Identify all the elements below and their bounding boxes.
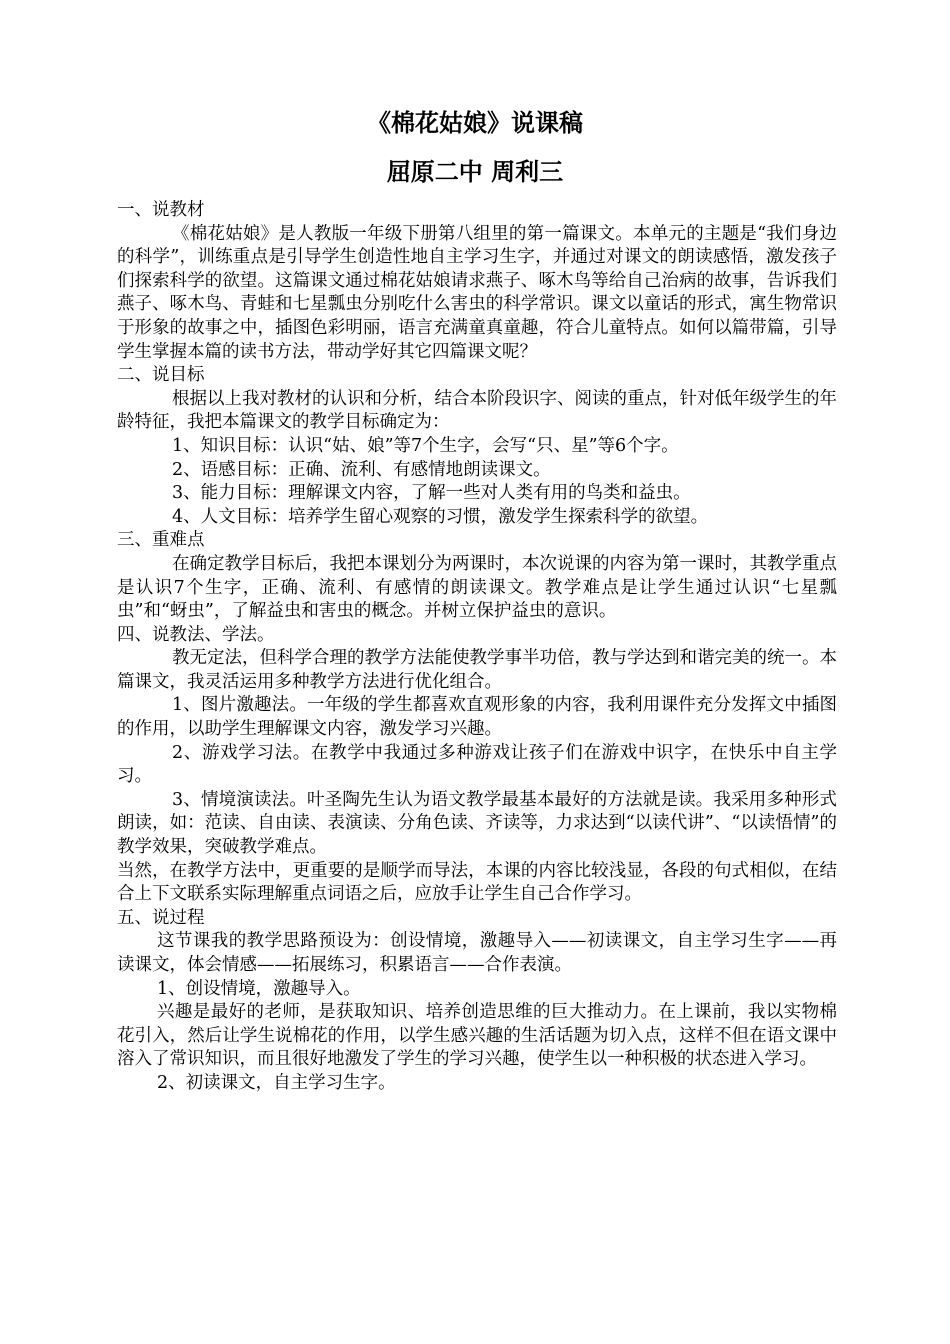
paragraph: 当然，在教学方法中，更重要的是顺学而导法，本课的内容比较浅显，各段的句式相似，在结合上下文联系实际理解重点词语之后，应放手让学生自己合作学习。 bbox=[117, 860, 837, 905]
author-line: 屈原二中 周利三 bbox=[386, 158, 564, 186]
list-item: 3、情境演读法。叶圣陶先生认为语文教学最基本最好的方法就是读。我采用多种形式朗读，如：范读、自由读、表演读、分角色读、齐读等，力求达到“以读代讲”、“以读悟情”的教学效果，突破教学难点。 bbox=[117, 789, 837, 858]
section-heading: 三、重难点 bbox=[117, 530, 205, 551]
list-item: 4、人文目标：培养学生留心观察的习惯，激发学生探索科学的欲望。 bbox=[172, 506, 709, 527]
list-item: 3、能力目标：理解课文内容，了解一些对人类有用的鸟类和益虫。 bbox=[172, 483, 691, 504]
paragraph: 《棉花姑娘》是人教版一年级下册第八组里的第一篇课文。本单元的主题是“我们身边的科学”，训练重点是引导学生创造性地自主学习生字，并通过对课文的朗读感悟，激发孩子们探索科学的欲望。这篇课文通过棉花姑娘请求燕子、啄木鸟等给自己治病的故事，告诉我们燕子、啄木鸟、青蛙和七星瓢虫分别吃什么害虫的科学常识。课文以童话的形式，寓生物常识于形象的故事之中，插图色彩明丽，语言充满童真童趣，符合儿童特点。如何以篇带篇，引导学生掌握本篇的读书方法，带动学好其它四篇课文呢？ bbox=[117, 223, 837, 362]
list-item: 1、图片激趣法。一年级的学生都喜欢直观形象的内容，我利用课件充分发挥文中插图的作用，以助学生理解课文内容，激发学习兴趣。 bbox=[117, 695, 837, 740]
list-item: 2、语感目标：正确、流利、有感情地朗读课文。 bbox=[172, 459, 551, 480]
paragraph: 在确定教学目标后，我把本课划分为两课时，本次说课的内容为第一课时，其教学重点是认识7个生字，正确、流利、有感情的朗读课文。教学难点是让学生通过认识“七星瓢虫”和“蚜虫”，了解益虫和害虫的概念。并树立保护益虫的意识。 bbox=[117, 553, 837, 622]
list-item: 1、创设情境，激趣导入。 bbox=[157, 978, 361, 999]
paragraph: 教无定法，但科学合理的教学方法能使教学事半功倍，教与学达到和谐完美的统一。本篇课文，我灵活运用多种教学方法进行优化组合。 bbox=[117, 648, 837, 692]
section-heading: 四、说教法、学法。 bbox=[117, 624, 275, 645]
section-heading: 五、说过程 bbox=[117, 907, 205, 928]
document-body bbox=[117, 199, 837, 1096]
list-item: 2、游戏学习法。在教学中我通过多种游戏让孩子们在游戏中识字，在快乐中自主学习。 bbox=[117, 742, 837, 787]
section-heading: 二、说目标 bbox=[117, 365, 205, 386]
paragraph: 根据以上我对教材的认识和分析，结合本阶段识字、阅读的重点，针对低年级学生的年龄特征，我把本篇课文的教学目标确定为： bbox=[117, 388, 837, 433]
paragraph: 兴趣是最好的老师，是获取知识、培养创造思维的巨大推动力。在上课前，我以实物棉花引入，然后让学生说棉花的作用，以学生感兴趣的生活话题为切入点，这样不但在语文课中溶入了常识知识，而且很好地激发了学生的学习兴趣，使学生以一种积极的状态进入学习。 bbox=[117, 1002, 837, 1070]
list-item: 1、知识目标：认识“姑、娘”等7个生字，会写“只、星”等6个字。 bbox=[172, 435, 679, 456]
list-item: 2、初读课文，自主学习生字。 bbox=[157, 1072, 396, 1093]
section-heading: 一、说教材 bbox=[117, 200, 205, 220]
document-title: 《棉花姑娘》说课稿 bbox=[367, 109, 583, 137]
paragraph: 这节课我的教学思路预设为：创设情境，激趣导入——初读课文，自主学习生字——再读课文，体会情感——拓展练习，积累语言——合作表演。 bbox=[117, 931, 837, 975]
